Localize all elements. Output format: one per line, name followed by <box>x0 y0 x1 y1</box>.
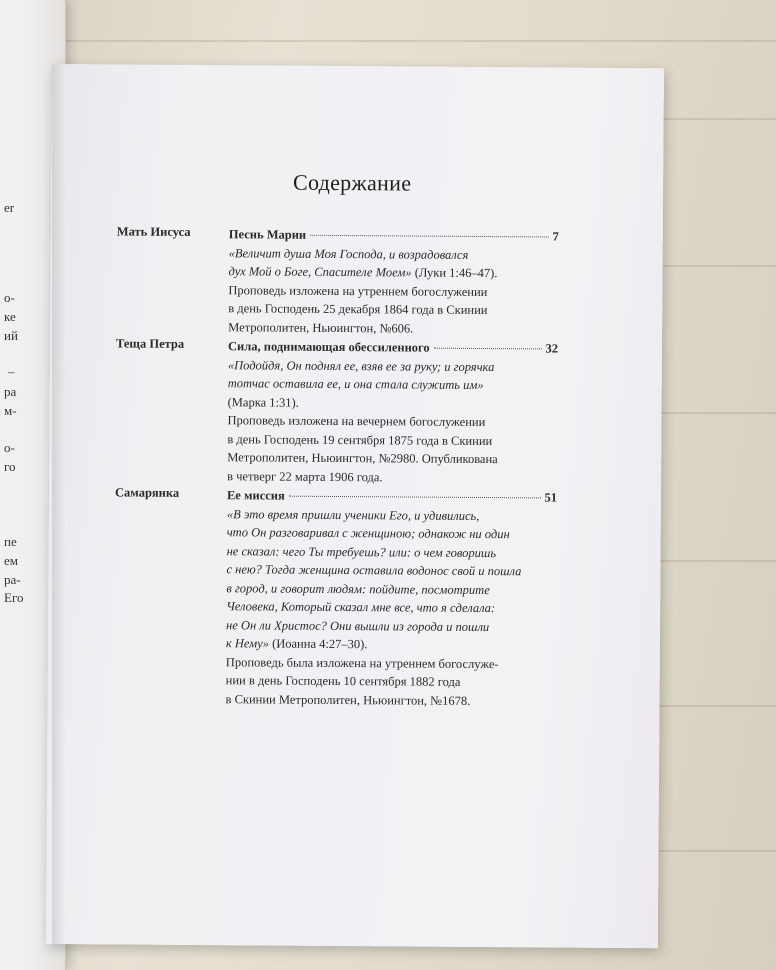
left-page-fragment: ем <box>4 553 18 568</box>
left-page-fragment: ра <box>4 384 17 399</box>
wood-plank-line <box>0 40 776 42</box>
plain-text: Проповедь была изложена на утреннем богослуже- <box>225 654 499 671</box>
toc-entry-page: 32 <box>545 341 559 356</box>
toc-text-line <box>227 430 557 451</box>
quote-text: «В это время пришли ученики Его, и удивились, <box>226 506 480 523</box>
quote-text: не Он ли Христос? Они вышли из города и пошли <box>226 617 490 634</box>
page-gutter-shadow <box>52 64 66 944</box>
toc-text-line <box>228 356 558 377</box>
left-page-fragment: – <box>8 364 15 379</box>
toc-entry-label: Мать Иисуса <box>116 224 191 239</box>
plain-text: в четверг 22 марта 1906 года. <box>227 468 383 484</box>
page-title: Содержание <box>292 169 412 196</box>
quote-text: что Он разговаривал с женщиною; однакож ни один <box>226 525 510 542</box>
toc-text-line <box>226 560 556 581</box>
plain-text: Проповедь изложена на утреннем богослужении <box>228 282 488 299</box>
toc-entry-heading-row <box>227 486 557 507</box>
plain-text: (Иоанна 4:27–30). <box>268 636 368 652</box>
left-page-fragment: о- <box>4 440 15 455</box>
left-page-fragment: ра- <box>4 572 21 587</box>
toc-text-line <box>226 634 556 655</box>
toc-text-line <box>226 653 556 674</box>
toc-text-line <box>228 374 558 395</box>
left-page-fragment: er <box>4 200 15 215</box>
book-page <box>46 64 664 948</box>
toc-text-line <box>228 393 558 414</box>
plain-text: (Луки 1:46–47). <box>411 265 498 281</box>
left-page-fragment: о- <box>4 290 15 305</box>
toc-entry-heading: Ее миссия <box>226 488 285 503</box>
quote-text: «Подойдя, Он поднял ее, взяв ее за руку; и горячка <box>227 357 495 374</box>
toc-text-line <box>226 579 556 600</box>
plain-text: нии в день Господень 10 сентября 1882 года <box>225 673 461 689</box>
quote-text: Человека, Который сказал мне все, что я сделала: <box>226 599 496 616</box>
toc-text-line <box>228 318 558 339</box>
leader-dots <box>434 348 542 350</box>
left-page-fragment: го <box>4 459 16 474</box>
quote-text: «Величит душа Моя Господа, и возрадовался <box>228 245 469 262</box>
toc-text-line <box>229 244 559 265</box>
toc-entry-body <box>228 225 559 338</box>
toc-text-line <box>228 281 558 302</box>
toc-entry-label: Теща Петра <box>116 336 185 351</box>
toc-entry-heading: Сила, поднимающая обессиленного <box>227 339 430 355</box>
toc-text-line <box>227 542 557 563</box>
quote-text: к Нему» <box>225 636 270 651</box>
toc-entry <box>51 224 663 336</box>
left-page-fragment: пе <box>4 534 17 549</box>
left-page-fragment: ий <box>4 328 18 343</box>
toc-entry-body <box>226 486 558 710</box>
quote-text: не сказал: чего Ты требуешь? или: о чем говоришь <box>226 543 497 560</box>
toc-entry-label: Самарянка <box>114 485 180 500</box>
left-page-fragment: Его <box>4 590 24 605</box>
toc-text-line <box>228 262 558 283</box>
quote-text: с нею? Тогда женщина оставила водонос свой и пошла <box>226 562 522 579</box>
left-page-fragment: ке <box>4 309 16 324</box>
toc-entry-body <box>227 337 558 487</box>
leader-dots <box>310 235 548 238</box>
toc-text-line <box>228 299 558 320</box>
quote-text: тотчас оставила ее, и она стала служить им» <box>227 376 484 393</box>
toc-text-line <box>227 448 557 469</box>
toc-entry-page: 51 <box>544 490 558 505</box>
toc-text-line <box>226 597 556 618</box>
plain-text: Метрополитен, Ньюингтон, №2980. Опубликована <box>227 450 498 467</box>
toc-text-line <box>226 690 556 711</box>
quote-text: дух Мой о Боге, Спасителе Моем» <box>228 264 412 280</box>
toc-entry-heading: Песнь Марии <box>228 227 307 242</box>
plain-text: в Скинии Метрополитен, Ньюингтон, №1678. <box>225 691 471 708</box>
left-page-fragment: м- <box>4 403 17 418</box>
toc-text-line <box>226 671 556 692</box>
plain-text: Метрополитен, Ньюингтон, №606. <box>228 319 414 336</box>
plain-text: (Марка 1:31). <box>227 394 299 410</box>
plain-text: Проповедь изложена на вечернем богослужении <box>227 413 486 430</box>
toc-text-line <box>227 505 557 526</box>
toc-text-line <box>227 411 557 432</box>
toc-text-line <box>227 467 557 488</box>
leader-dots <box>289 496 541 499</box>
toc-entry-heading-row <box>228 337 558 358</box>
plain-text: в день Господень 25 декабря 1864 года в Скинии <box>228 301 488 318</box>
quote-text: в город, и говорит людям: пойдите, посмотрите <box>226 580 490 597</box>
toc-text-line <box>226 616 556 637</box>
plain-text: в день Господень 19 сентября 1875 года в Скинии <box>227 431 493 448</box>
toc-entry-heading-row <box>229 225 559 246</box>
toc-entry-page: 7 <box>552 229 559 244</box>
toc-text-line <box>227 523 557 544</box>
